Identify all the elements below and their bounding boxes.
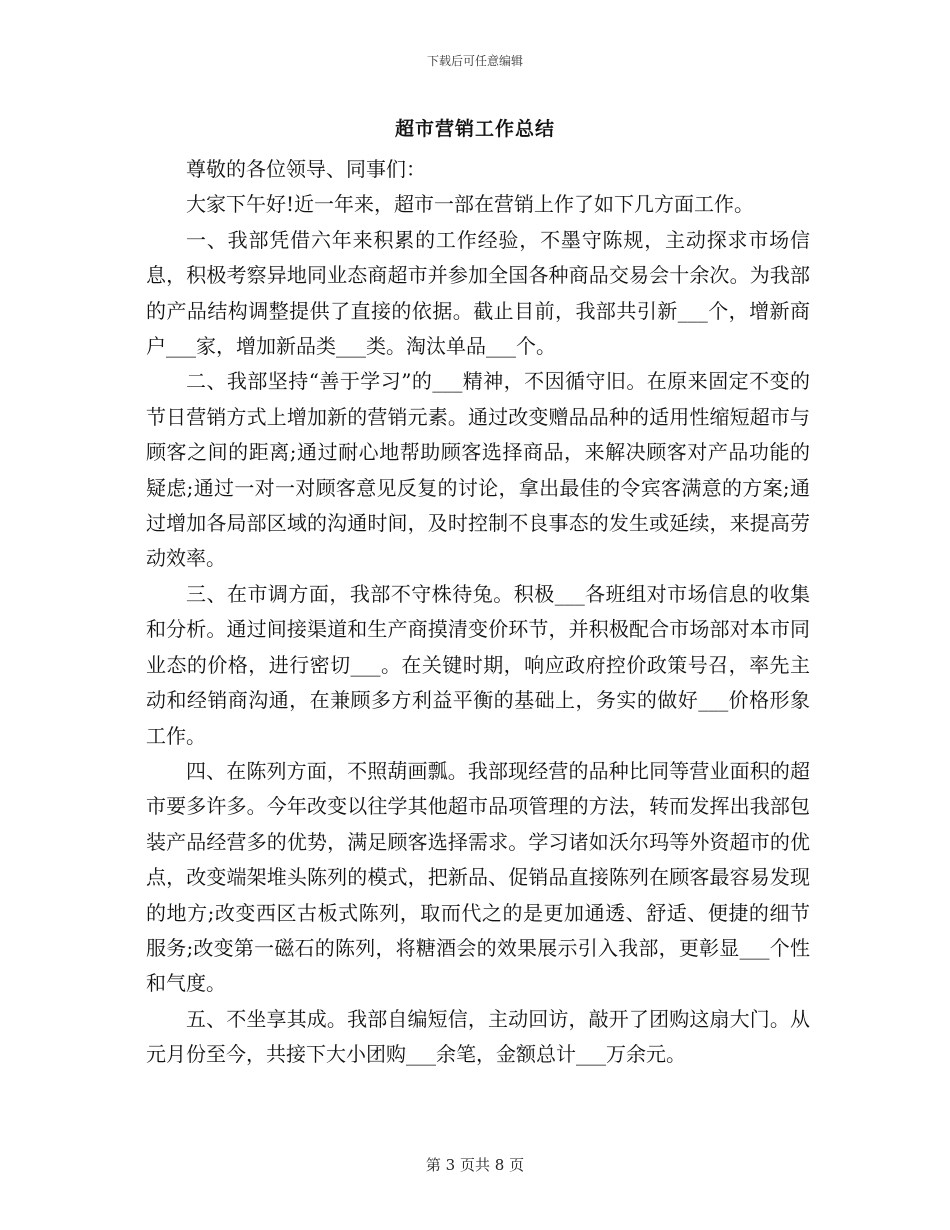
document-title: 超市营销工作总结 bbox=[394, 118, 555, 140]
paragraph-section-2: 二、我部坚持“善于学习”的___精神，不因循守旧。在原来固定不变的节日营销方式上增加新的营销元素。通过改变赠品品种的适用性缩短超市与顾客之间的距离;通过耐心地帮助顾客选择商品，来解决顾客对产品功能的疑虑;通过一对一对顾客意见反复的讨论，拿出最佳的令宾客满意的方案;通过增加各局部区域的沟通时间，及时控制不良事态的发生或延续，来提高劳动效率。 bbox=[146, 369, 810, 571]
paragraph-greeting: 大家下午好!近一年来，超市一部在营销上作了如下几方面工作。 bbox=[186, 192, 755, 217]
paragraph-section-3: 三、在市调方面，我部不守株待兔。积极___各班组对市场信息的收集和分析。通过间接渠道和生产商摸清变价环节，并积极配合市场部对本市同业态的价格，进行密切___。在关键时期，响应政府控价政策号召，率先主动和经销商沟通，在兼顾多方利益平衡的基础上，务实的做好___价格形象工作。 bbox=[146, 581, 810, 748]
paragraph-section-5: 五、不坐享其成。我部自编短信，主动回访，敲开了团购这扇大门。从元月份至今，共接下大小团购___余笔，金额总计___万余元。 bbox=[146, 1006, 810, 1067]
paragraph-salutation: 尊敬的各位领导、同事们： bbox=[186, 157, 426, 181]
page-header-note: 下载后可任意编辑 bbox=[426, 54, 523, 68]
paragraph-section-1: 一、我部凭借六年来积累的工作经验，不墨守陈规，主动探求市场信息，积极考察异地同业态商超市并参加全国各种商品交易会十余次。为我部的产品结构调整提供了直接的依据。截止目前，我部共引新___个，增新商户___家，增加新品类___类。淘汰单品___个。 bbox=[146, 227, 810, 359]
page-number-footer: 第 3 页共 8 页 bbox=[425, 1156, 525, 1174]
document-body bbox=[146, 152, 810, 1073]
paragraph-section-4: 四、在陈列方面，不照葫画瓢。我部现经营的品种比同等营业面积的超市要多许多。今年改变以往学其他超市品项管理的方法，转而发挥出我部包装产品经营多的优势，满足顾客选择需求。学习诸如沃尔玛等外资超市的优点，改变端架堆头陈列的模式，把新品、促销品直接陈列在顾客最容易发现的地方;改变西区古板式陈列，取而代之的是更加通透、舒适、便捷的细节服务;改变第一磁石的陈列，将糖酒会的效果展示引入我部，更彰显___个性和气度。 bbox=[146, 758, 810, 996]
